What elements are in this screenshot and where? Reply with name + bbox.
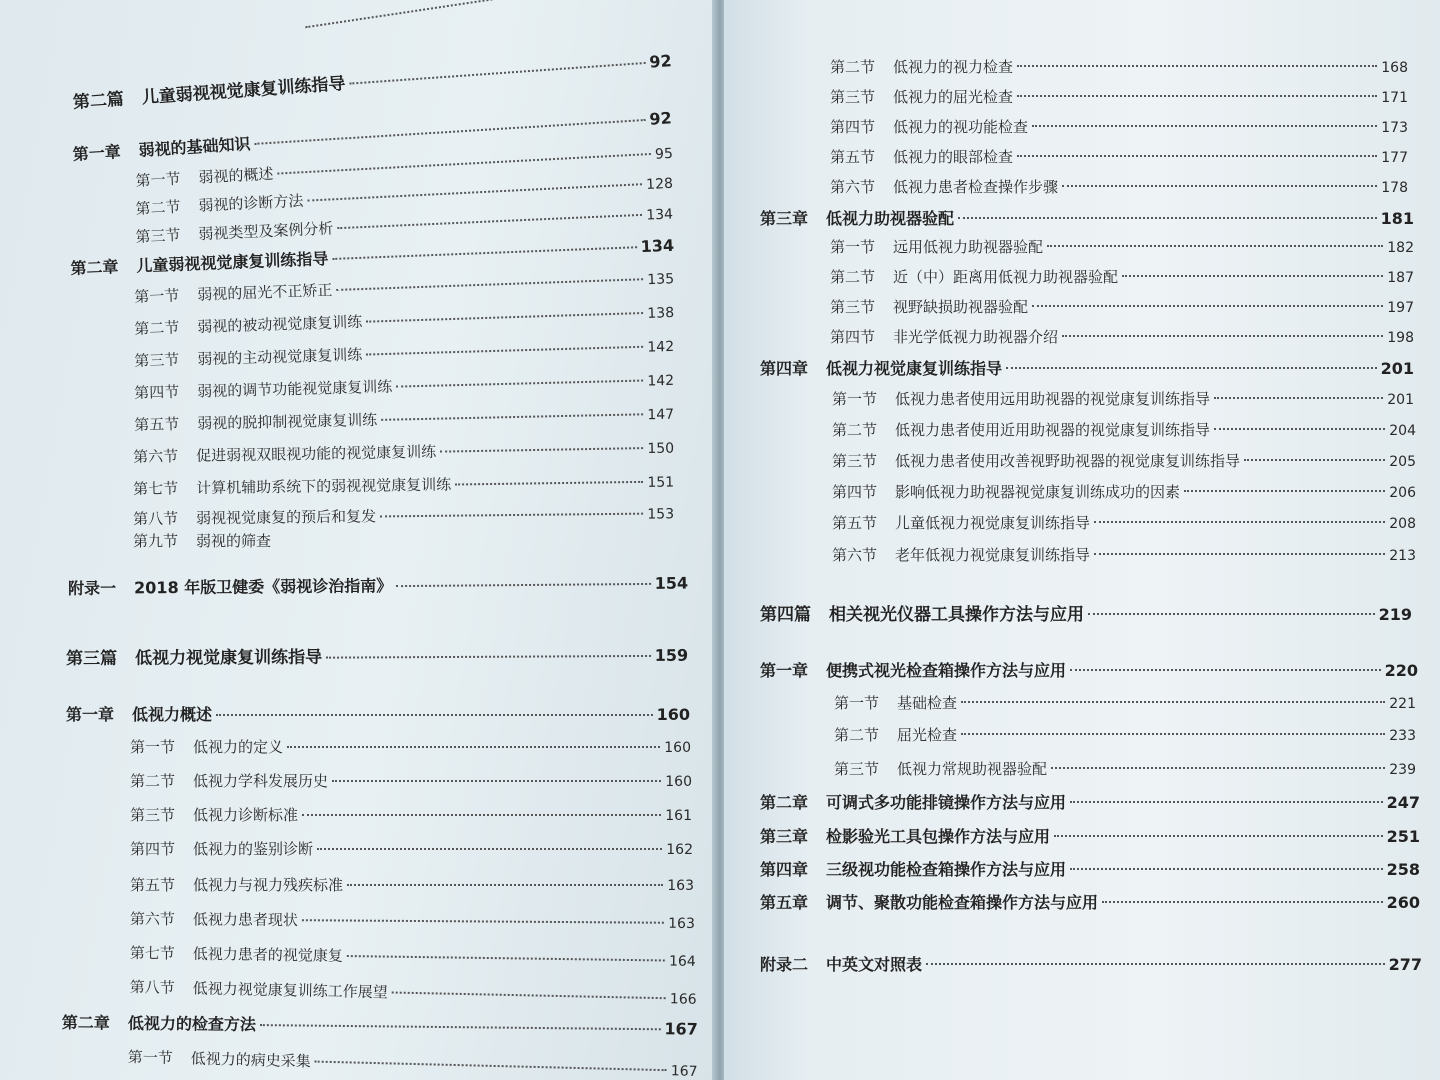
entry-page: 153 (647, 506, 675, 523)
entry-page: 201 (1380, 359, 1414, 378)
entry-page: 260 (1386, 893, 1420, 912)
entry-label: 第六节 (832, 546, 878, 564)
dot-leader (317, 848, 662, 850)
toc-entry (830, 86, 1408, 107)
entry-title: 检影验光工具包操作方法与应用 (826, 827, 1051, 846)
entry-page: 177 (1381, 150, 1408, 166)
entry-title: 2018 年版卫健委《弱视诊治指南》 (134, 576, 393, 598)
entry-label: 第五章 (760, 893, 809, 912)
entry-page: 154 (654, 573, 689, 593)
toc-entry (832, 481, 1416, 502)
entry-page: 95 (654, 145, 674, 163)
dot-leader (1122, 275, 1383, 277)
entry-label: 第五节 (832, 514, 878, 532)
entry-label: 第二节 (830, 58, 876, 76)
entry-page: 220 (1384, 661, 1418, 680)
toc-entry (134, 335, 674, 371)
entry-label: 第三节 (134, 350, 180, 370)
entry-page: 205 (1389, 454, 1416, 470)
entry-title: 低视力患者检查操作步骤 (893, 178, 1059, 196)
entry-label: 第二节 (135, 197, 181, 218)
entry-page: 197 (1387, 300, 1414, 316)
dot-leader (1017, 65, 1377, 67)
entry-title: 弱视类型及案例分析 (198, 219, 334, 244)
toc-entry (760, 857, 1420, 880)
dot-leader (260, 1024, 661, 1030)
entry-title: 弱视的屈光不正矫正 (197, 281, 333, 304)
entry-page: 187 (1387, 270, 1414, 286)
entry-label: 第一章 (66, 705, 115, 724)
entry-label: 第三节 (135, 226, 181, 246)
entry-label: 第五节 (130, 876, 176, 894)
toc-entry (830, 146, 1408, 167)
toc-entry (130, 874, 694, 895)
entry-page: 251 (1386, 827, 1420, 846)
entry-page: 134 (645, 206, 674, 224)
toc-entry (832, 388, 1414, 409)
entry-title: 三级视功能检查箱操作方法与应用 (826, 860, 1067, 879)
toc-entry (760, 952, 1422, 975)
entry-title: 中英文对照表 (826, 955, 923, 974)
entry-label: 第五节 (830, 148, 876, 166)
entry-title: 弱视视觉康复的预后和复发 (196, 507, 377, 528)
entry-page: 213 (1389, 548, 1416, 564)
entry-label: 第一节 (830, 238, 876, 256)
entry-title: 低视力患者现状 (192, 910, 299, 930)
entry-title: 弱视的被动视觉康复训练 (197, 312, 363, 337)
dot-leader (302, 814, 661, 816)
entry-page: 219 (1378, 605, 1412, 624)
toc-entry (832, 419, 1416, 440)
entry-label: 第一节 (832, 390, 878, 408)
entry-title: 弱视的基础知识 (138, 134, 252, 160)
toc-entry (68, 571, 688, 599)
dot-leader (1032, 125, 1377, 127)
entry-page: 167 (664, 1019, 698, 1039)
entry-title: 弱视的调节功能视觉康复训练 (197, 377, 393, 401)
dot-leader (287, 746, 660, 748)
entry-label: 附录二 (760, 955, 809, 974)
entry-page: 142 (647, 372, 675, 390)
dot-leader (307, 183, 642, 201)
entry-page: 277 (1388, 955, 1422, 974)
toc-entry (130, 838, 693, 859)
toc-entry (130, 942, 696, 971)
toc-entry (832, 450, 1416, 471)
dot-leader (1062, 185, 1377, 187)
toc-entry (134, 301, 674, 339)
entry-page: 160 (665, 774, 692, 790)
entry-title: 低视力的眼部检查 (893, 148, 1014, 166)
entry-title: 可调式多功能排镜操作方法与应用 (826, 793, 1067, 812)
entry-page: 198 (1387, 330, 1414, 346)
dot-leader (347, 955, 665, 961)
entry-label: 第二节 (834, 726, 880, 744)
entry-page: 171 (1381, 90, 1408, 106)
dot-leader (366, 346, 643, 356)
entry-title: 低视力的屈光检查 (893, 88, 1014, 106)
dot-leader (1102, 901, 1383, 903)
dot-leader (326, 655, 651, 659)
toc-entry (130, 770, 692, 791)
entry-title: 老年低视力视觉康复训练指导 (895, 546, 1091, 564)
dot-leader (1094, 553, 1385, 555)
entry-page: 247 (1386, 793, 1420, 812)
toc-entry (760, 890, 1420, 913)
entry-title: 屈光检查 (897, 726, 958, 744)
entry-title: 远用低视力助视器验配 (893, 238, 1044, 256)
entry-label: 第六节 (129, 909, 176, 929)
entry-title: 促进弱视双眼视功能的视觉康复训练 (196, 442, 437, 465)
entry-label: 第二篇 (72, 89, 125, 113)
entry-label: 第三章 (760, 209, 809, 228)
entry-title: 视野缺损助视器验配 (893, 298, 1029, 316)
dot-leader (336, 278, 643, 291)
entry-page: 142 (647, 338, 675, 356)
entry-label: 第三章 (760, 827, 809, 846)
toc-entry (830, 116, 1408, 137)
dot-leader (1054, 835, 1383, 837)
toc-entry (830, 176, 1408, 197)
entry-label: 第三节 (832, 452, 878, 470)
entry-title: 便携式视光检查箱操作方法与应用 (826, 661, 1067, 680)
entry-page: 147 (647, 406, 675, 424)
dot-leader (332, 246, 636, 260)
toc-entry (834, 724, 1416, 745)
dot-leader (926, 963, 1385, 965)
entry-title: 低视力的检查方法 (127, 1013, 256, 1035)
entry-label: 第一节 (127, 1047, 173, 1068)
dot-leader (1244, 459, 1385, 461)
entry-label: 第三篇 (66, 648, 118, 669)
entry-page: 208 (1389, 516, 1416, 532)
toc-entry (760, 206, 1414, 229)
entry-title: 低视力的鉴别诊断 (193, 840, 314, 858)
toc-entry (760, 356, 1414, 379)
entry-label: 第一章 (72, 142, 122, 164)
entry-title: 低视力视觉康复训练指导 (826, 359, 1003, 378)
toc-entry (134, 369, 674, 403)
entry-title: 低视力患者的视觉康复 (192, 944, 343, 965)
entry-label: 第二章 (760, 793, 809, 812)
dot-leader (1214, 397, 1383, 399)
entry-title: 低视力的定义 (193, 738, 284, 756)
entry-label: 第二节 (134, 318, 180, 338)
entry-title: 低视力患者使用改善视野助视器的视觉康复训练指导 (895, 452, 1241, 470)
dot-leader (332, 780, 661, 782)
dot-leader (277, 153, 651, 175)
dot-leader (1214, 428, 1385, 430)
entry-label: 第三节 (830, 88, 876, 106)
dot-leader (455, 481, 643, 486)
entry-page: 128 (645, 175, 674, 194)
entry-label: 第二节 (832, 421, 878, 439)
toc-entry (834, 692, 1416, 713)
entry-title: 低视力的视功能检查 (893, 118, 1029, 136)
dot-leader (315, 1061, 667, 1072)
entry-page: 138 (647, 305, 675, 322)
entry-label: 第七节 (133, 479, 179, 498)
entry-page: 135 (647, 271, 675, 289)
dot-leader (396, 583, 650, 587)
entry-title: 弱视的脱抑制视觉康复训练 (197, 410, 378, 433)
entry-title: 近（中）距离用低视力助视器验配 (893, 268, 1119, 286)
dot-leader (366, 312, 643, 323)
toc-entry (830, 56, 1408, 77)
dot-leader (1070, 868, 1383, 870)
entry-page: 182 (1387, 240, 1414, 256)
toc-entry (133, 530, 433, 551)
entry-page: 163 (667, 878, 694, 894)
entry-title: 弱视的主动视觉康复训练 (197, 345, 363, 369)
entry-label: 第四节 (830, 328, 876, 346)
entry-title: 低视力视觉康复训练工作展望 (192, 979, 388, 1002)
toc-entry (72, 46, 672, 113)
entry-label: 第四章 (760, 359, 809, 378)
entry-page: 161 (665, 808, 692, 824)
dot-leader (381, 413, 643, 420)
entry-label: 第八节 (133, 509, 179, 528)
dot-leader (392, 991, 666, 999)
entry-title: 低视力诊断标准 (193, 806, 299, 824)
entry-page: 201 (1387, 392, 1414, 408)
toc-entry (127, 1046, 697, 1080)
dot-leader (958, 217, 1377, 219)
entry-page: 160 (664, 740, 691, 756)
toc-entry (66, 702, 690, 725)
entry-page: 164 (668, 953, 696, 970)
toc-entry (133, 470, 674, 499)
right-page (724, 0, 1440, 1080)
entry-label: 第一节 (135, 169, 182, 190)
entry-label: 附录一 (68, 578, 117, 598)
entry-title: 低视力视觉康复训练指导 (135, 647, 323, 669)
entry-label: 第一节 (130, 738, 176, 756)
dot-leader (305, 0, 641, 28)
dot-leader (396, 380, 643, 388)
entry-title: 相关视光仪器工具操作方法与应用 (829, 605, 1084, 625)
dot-leader (440, 447, 643, 453)
toc-entry (130, 804, 692, 825)
dot-leader (1070, 669, 1381, 671)
toc-entry (130, 976, 697, 1009)
toc-entry (130, 908, 695, 933)
entry-title: 低视力概述 (132, 705, 213, 724)
entry-title: 影响低视力助视器视觉康复训练成功的因素 (895, 483, 1181, 501)
entry-title: 弱视的概述 (198, 164, 274, 187)
entry-page: 166 (669, 991, 697, 1008)
toc-entry (832, 544, 1416, 565)
dot-leader (1184, 490, 1385, 492)
entry-page: 163 (668, 915, 695, 932)
entry-label: 第三节 (830, 298, 876, 316)
entry-page: 92 (648, 51, 673, 72)
entry-title: 低视力学科发展历史 (193, 772, 329, 790)
entry-label: 第四章 (760, 860, 809, 879)
toc-entry (830, 326, 1414, 347)
entry-page: 258 (1386, 860, 1420, 879)
entry-page: 168 (1381, 60, 1408, 76)
entry-title: 儿童弱视视觉康复训练指导 (136, 249, 329, 276)
dot-leader (1017, 155, 1377, 157)
toc-entry (133, 437, 674, 467)
entry-title: 非光学低视力助视器介绍 (893, 328, 1059, 346)
toc-entry (832, 512, 1416, 533)
toc-entry (834, 758, 1416, 779)
entry-label: 第七节 (129, 943, 175, 963)
entry-title: 低视力的病史采集 (190, 1049, 311, 1071)
entry-page: 221 (1389, 696, 1416, 712)
toc-entry (133, 502, 674, 529)
entry-page: 173 (1381, 120, 1408, 136)
entry-page: 151 (647, 474, 675, 491)
entry-label: 第六节 (830, 178, 876, 196)
entry-page: 239 (1389, 762, 1416, 778)
toc-entry (830, 236, 1414, 257)
entry-page: 92 (648, 108, 673, 129)
entry-title: 低视力助视器验配 (826, 209, 955, 228)
entry-label: 第二章 (70, 257, 119, 278)
entry-title: 低视力的视力检查 (893, 58, 1014, 76)
entry-label: 第五节 (134, 415, 180, 434)
dot-leader (961, 701, 1385, 703)
entry-page: 159 (654, 645, 689, 665)
toc-entry (760, 790, 1420, 813)
toc-entry (134, 403, 674, 435)
dot-leader (1062, 335, 1383, 337)
dot-leader (1017, 95, 1377, 97)
entry-label: 第一章 (760, 661, 809, 680)
entry-page: 167 (670, 1063, 698, 1080)
dot-leader (1094, 521, 1385, 523)
dot-leader (1047, 245, 1383, 247)
entry-title: 儿童弱视视觉康复训练指导 (141, 73, 347, 109)
entry-title: 低视力常规助视器验配 (897, 760, 1048, 778)
dot-leader (380, 513, 643, 518)
dot-leader (347, 884, 663, 886)
entry-page: 181 (1380, 209, 1414, 228)
entry-title: 低视力与视力残疾标准 (193, 876, 344, 894)
dot-leader (1088, 613, 1375, 615)
entry-page: 233 (1389, 728, 1416, 744)
dot-leader (349, 62, 645, 85)
entry-page: 206 (1389, 485, 1416, 501)
entry-title: 弱视的诊断方法 (198, 191, 304, 215)
toc-entry (62, 1010, 698, 1040)
entry-label: 第四节 (832, 483, 878, 501)
toc-entry (830, 266, 1414, 287)
entry-label: 第一节 (834, 694, 880, 712)
entry-title: 弱视的筛查 (196, 532, 272, 550)
entry-label: 第六节 (133, 447, 179, 466)
entry-title: 基础检查 (897, 694, 958, 712)
toc-entry (760, 824, 1420, 847)
toc-entry (830, 296, 1414, 317)
entry-page: 134 (640, 235, 675, 257)
entry-page: 162 (666, 842, 693, 858)
dot-leader (1006, 367, 1377, 369)
dot-leader (961, 733, 1385, 735)
entry-title: 计算机辅助系统下的弱视视觉康复训练 (196, 475, 452, 498)
entry-label: 第一节 (134, 286, 180, 306)
entry-title: 儿童低视力视觉康复训练指导 (895, 514, 1091, 532)
entry-label: 第二节 (130, 772, 176, 790)
entry-title: 调节、聚散功能检查箱操作方法与应用 (826, 893, 1099, 912)
entry-label: 第四节 (830, 118, 876, 136)
dot-leader (302, 919, 664, 924)
toc-entry (130, 736, 691, 757)
dot-leader (1070, 801, 1383, 803)
entry-label: 第三节 (834, 760, 880, 778)
entry-page: 204 (1389, 423, 1416, 439)
entry-label: 第四篇 (760, 605, 811, 625)
entry-page: 160 (656, 705, 690, 724)
dot-leader (1051, 767, 1385, 769)
toc-entry (66, 641, 688, 669)
entry-page: 150 (647, 440, 675, 458)
entry-label: 第三节 (130, 806, 176, 824)
entry-label: 第四节 (134, 382, 180, 402)
toc-entry (300, 0, 669, 37)
entry-page: 178 (1381, 180, 1408, 196)
toc-entry (760, 600, 1412, 625)
toc-entry (760, 658, 1418, 681)
entry-label: 第八节 (129, 977, 175, 997)
entry-label: 第九节 (133, 532, 179, 550)
dot-leader (254, 119, 645, 145)
dot-leader (216, 714, 653, 716)
entry-title: 低视力患者使用远用助视器的视觉康复训练指导 (895, 390, 1211, 408)
dot-leader (337, 214, 642, 229)
entry-label: 第二节 (830, 268, 876, 286)
dot-leader (1032, 305, 1383, 307)
entry-label: 第四节 (130, 840, 176, 858)
entry-title: 低视力患者使用近用助视器的视觉康复训练指导 (895, 421, 1211, 439)
left-page (0, 0, 718, 1080)
entry-label: 第二章 (61, 1012, 110, 1033)
